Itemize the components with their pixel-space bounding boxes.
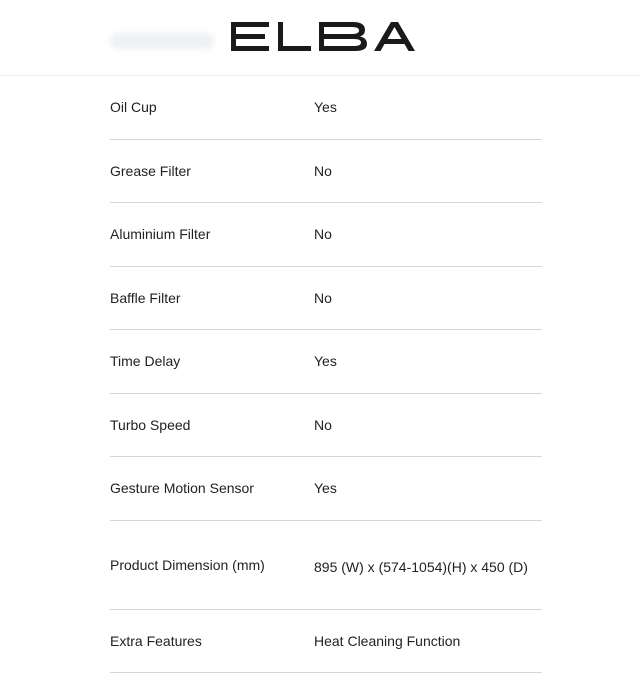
spec-row-gesture-motion-sensor — [110, 457, 542, 521]
spec-value: No — [314, 416, 332, 433]
spec-row-time-delay — [110, 330, 542, 394]
spec-value: Yes — [314, 353, 337, 369]
spec-value: Yes — [314, 99, 337, 115]
spec-label: Oil Cup — [110, 99, 157, 115]
spec-row-product-dimension — [110, 521, 542, 610]
spec-value: Yes — [314, 480, 337, 496]
spec-table — [110, 76, 542, 673]
elba-logo[interactable] — [231, 20, 417, 52]
spec-label: Aluminium Filter — [110, 226, 211, 242]
spec-label: Grease Filter — [110, 162, 191, 179]
spec-value: 895 (W) x (574-1054)(H) x 450 (D) — [314, 558, 528, 575]
blurred-nav-text — [110, 33, 214, 49]
spec-row-turbo-speed — [110, 394, 542, 458]
spec-value: Heat Cleaning Function — [314, 632, 461, 649]
spec-row-aluminium-filter — [110, 203, 542, 267]
spec-label: Extra Features — [110, 632, 202, 649]
spec-label: Time Delay — [110, 353, 181, 369]
spec-label: Product Dimension (mm) — [110, 556, 265, 573]
spec-row-grease-filter — [110, 140, 542, 204]
site-header — [0, 0, 640, 76]
spec-value: No — [314, 226, 332, 242]
spec-label: Baffle Filter — [110, 289, 181, 306]
spec-row-oil-cup — [110, 76, 542, 140]
spec-value: No — [314, 162, 332, 179]
spec-label: Gesture Motion Sensor — [110, 480, 254, 496]
spec-row-baffle-filter — [110, 267, 542, 331]
spec-label: Turbo Speed — [110, 416, 191, 433]
spec-value: No — [314, 289, 332, 306]
spec-row-extra-features — [110, 610, 542, 674]
